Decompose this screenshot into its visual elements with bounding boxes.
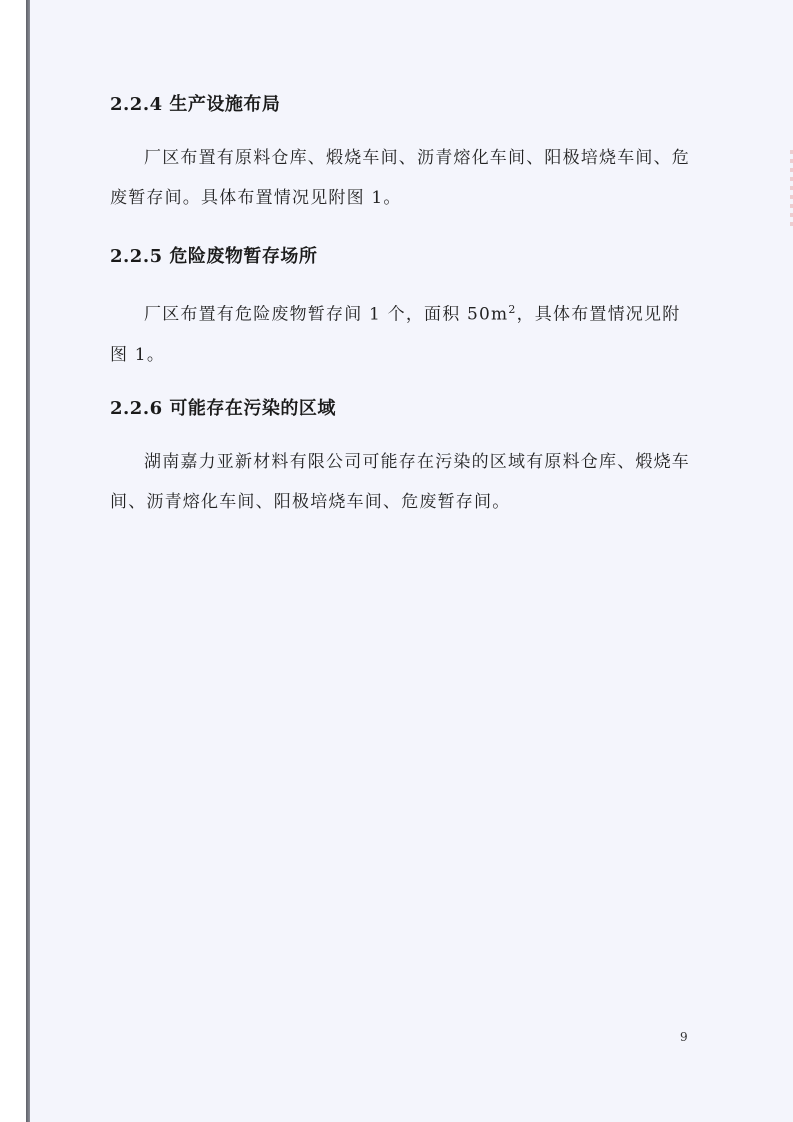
section-paragraph-2-2-5 <box>110 290 690 375</box>
paragraph-text-part-2: ，具体布置情况见附图 1。 <box>110 304 681 365</box>
section-heading-2-2-4: 2.2.4 生产设施布局 <box>110 94 281 115</box>
section-paragraph-2-2-6: 湖南嘉力亚新材料有限公司可能存在污染的区域有原料仓库、煅烧车间、沥青熔化车间、阳极培烧车间、危废暂存间。 <box>110 452 690 512</box>
section-paragraph-2-2-4: 厂区布置有原料仓库、煅烧车间、沥青熔化车间、阳极培烧车间、危废暂存间。具体布置情况见附图 1。 <box>110 148 690 208</box>
section-heading-2-2-6: 2.2.6 可能存在污染的区域 <box>110 398 336 419</box>
page-number: 9 <box>680 1030 688 1044</box>
area-unit-superscript: 2 <box>508 303 517 316</box>
section-heading-2-2-5: 2.2.5 危险废物暂存场所 <box>110 246 318 267</box>
paragraph-text-part-1: 厂区布置有危险废物暂存间 1 个，面积 50m <box>144 304 509 325</box>
